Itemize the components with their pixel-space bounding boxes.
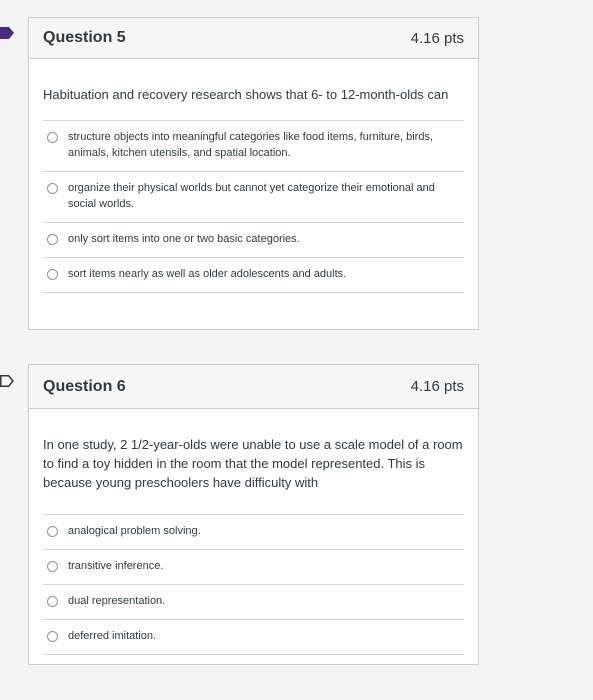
answer-label: deferred imitation. (68, 630, 157, 642)
radio-button[interactable] (47, 561, 58, 572)
answer-option[interactable] (43, 584, 464, 619)
question-points: 4.16 pts (410, 29, 464, 47)
question-5-card (28, 17, 479, 330)
answer-label: dual representation. (68, 595, 166, 607)
radio-button[interactable] (47, 596, 58, 607)
answer-option[interactable] (43, 120, 464, 171)
answer-label: analogical problem solving. (68, 525, 201, 537)
radio-button[interactable] (47, 269, 58, 280)
answer-label: transitive inference. (68, 560, 164, 572)
question-points: 4.16 pts (410, 378, 464, 395)
question-text: In one study, 2 1/2-year-olds were unable to use a scale model of a room to find a toy hidden in the room that the model represented. This is because young preschoolers have difficulty with (43, 437, 463, 490)
answer-list (29, 120, 478, 293)
answer-list (29, 514, 478, 655)
question-6-header (29, 365, 478, 409)
answer-option[interactable] (43, 514, 464, 549)
radio-button[interactable] (47, 234, 58, 245)
question-5-header (29, 18, 478, 59)
answer-label: only sort items into one or two basic categories. (68, 233, 300, 245)
question-6-card (28, 364, 479, 665)
question-title: Question 5 (43, 29, 126, 46)
question-title: Question 6 (43, 377, 126, 395)
question-text: Habituation and recovery research shows that 6- to 12-month-olds can (43, 87, 449, 102)
answer-option[interactable] (43, 171, 464, 222)
radio-button[interactable] (47, 631, 58, 642)
answer-label: sort items nearly as well as older adolescents and adults. (68, 268, 347, 280)
answer-option[interactable] (43, 257, 464, 293)
radio-button[interactable] (47, 132, 58, 143)
question-flag-filled-icon[interactable] (0, 27, 14, 39)
answer-label: organize their physical worlds but cannot yet categorize their emotional and social worlds. (68, 182, 435, 210)
answer-option[interactable] (43, 619, 464, 655)
question-flag-outline-icon[interactable] (0, 375, 14, 387)
answer-option[interactable] (43, 222, 464, 257)
answer-label: structure objects into meaningful categories like food items, furniture, birds, animals, kitchen utensils, and spatial location. (68, 131, 434, 159)
radio-button[interactable] (47, 526, 58, 537)
answer-option[interactable] (43, 549, 464, 584)
radio-button[interactable] (47, 183, 58, 194)
